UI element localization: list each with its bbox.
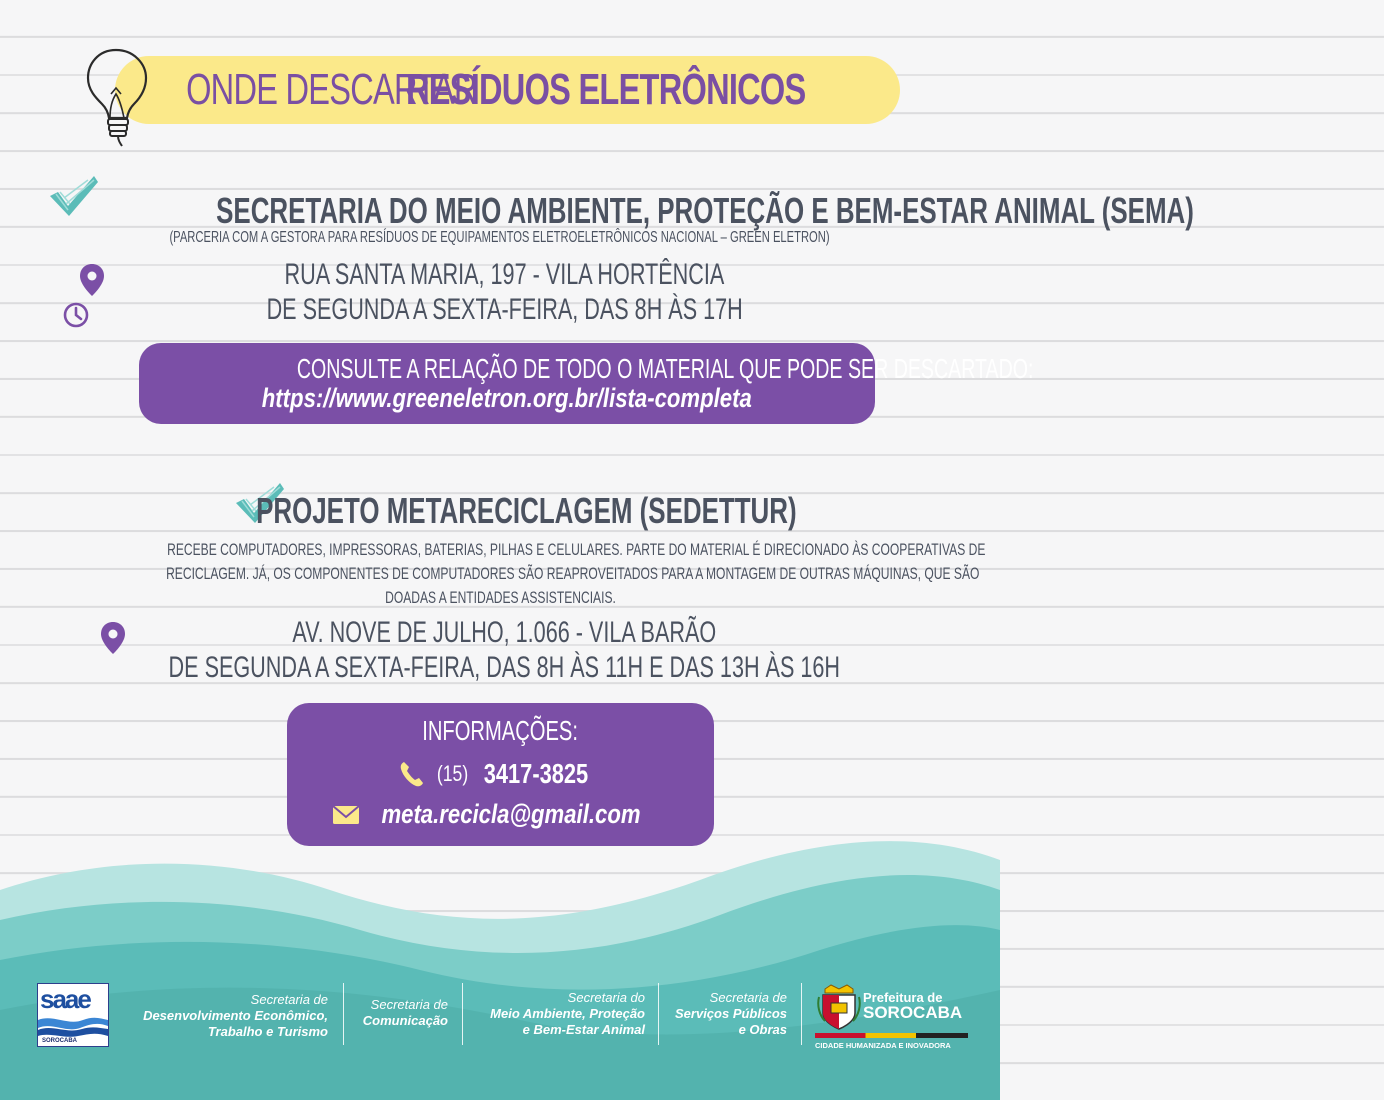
section2-hours-row [0, 651, 1000, 686]
section2-hours: DE SEGUNDA A SEXTA-FEIRA, DAS 8H ÀS 11H E DAS 13H ÀS 16H [168, 651, 840, 684]
footer-divider [801, 983, 802, 1045]
section1-heading: SECRETARIA DO MEIO AMBIENTE, PROTEÇÃO E BEM-ESTAR ANIMAL (SEMA) [216, 190, 1194, 231]
secretaria-comunicacao: Secretaria de Comunicação [362, 997, 448, 1028]
phone-row [287, 758, 714, 790]
footer-divider [343, 983, 344, 1045]
material-list-link[interactable]: https://www.greeneletron.org.br/lista-completa [261, 383, 752, 413]
section1-hours-row [0, 293, 1000, 328]
location-pin-icon [101, 622, 125, 654]
section1-subheading: (PARCERIA COM A GESTORA PARA RESÍDUOS DE EQUIPAMENTOS ELETROELETRÔNICOS NACIONAL – GREEN ELETRON) [169, 229, 831, 246]
title-light: ONDE DESCARTAR [185, 65, 477, 114]
email-address[interactable]: meta.recicla@gmail.com [381, 799, 641, 829]
section2-description-line-2: RECICLAGEM. JÁ, OS COMPONENTES DE COMPUTADORES SÃO REAPROVEITADOS PARA A MONTAGEM DE OUTRAS MÁQUINAS, QUE SÃO [166, 564, 980, 583]
section2-address: AV. NOVE DE JULHO, 1.066 - VILA BARÃO [292, 616, 717, 649]
secretaria-servicos-publicos: Secretaria de Serviços Públicos e Obras [675, 990, 787, 1037]
page-title [150, 56, 880, 124]
section2-description-line-3: DOADAS A ENTIDADES ASSISTENCIAIS. [384, 588, 616, 607]
info-title: INFORMAÇÕES: [422, 715, 579, 746]
prefeitura-logo [815, 983, 970, 1053]
section2-description-line-1: RECEBE COMPUTADORES, IMPRESSORAS, BATERIAS, PILHAS E CELULARES. PARTE DO MATERIAL É DIRECIONADO ÀS COOPERATIVAS DE [167, 540, 986, 559]
section2-heading: PROJETO METARECICLAGEM (SEDETTUR) [255, 490, 797, 531]
water-wave-icon [38, 1014, 108, 1038]
prefeitura-line1: Prefeitura de [863, 990, 943, 1005]
location-pin-icon [80, 264, 104, 296]
phone-icon [399, 760, 425, 788]
coat-of-arms-icon [817, 983, 861, 1031]
title-bold: RESÍDUOS ELETRÔNICOS [406, 65, 806, 114]
section1-address-row [0, 258, 1000, 296]
footer-logos [0, 975, 1000, 1055]
phone-area-code: (15) [436, 761, 469, 786]
secretaria-meio-ambiente: Secretaria do Meio Ambiente, Proteção e Bem-Estar Animal [490, 990, 645, 1037]
lightbulb-icon [82, 42, 152, 147]
saae-logo: saae SOROCABA [37, 983, 109, 1047]
wave-decoration [0, 820, 1000, 1100]
prefeitura-slogan: CIDADE HUMANIZADA E INOVADORA [815, 1041, 951, 1050]
section1-hours: DE SEGUNDA A SEXTA-FEIRA, DAS 8H ÀS 17H [266, 293, 743, 326]
secretaria-desenvolvimento: Secretaria de Desenvolvimento Econômico, Trabalho e Turismo [143, 992, 328, 1039]
section1-address: RUA SANTA MARIA, 197 - VILA HORTÊNCIA [284, 258, 725, 291]
section2-address-row [0, 616, 1000, 654]
footer-divider [658, 983, 659, 1045]
clock-icon [63, 302, 89, 328]
material-list-label: CONSULTE A RELAÇÃO DE TODO O MATERIAL QUE PODE SER DESCARTADO: [296, 353, 1034, 384]
material-list-box [139, 343, 1034, 424]
phone-number[interactable]: 3417-3825 [483, 758, 588, 789]
footer-divider [462, 983, 463, 1045]
prefeitura-color-bar [815, 1033, 968, 1038]
prefeitura-line2: SOROCABA [863, 1003, 963, 1022]
